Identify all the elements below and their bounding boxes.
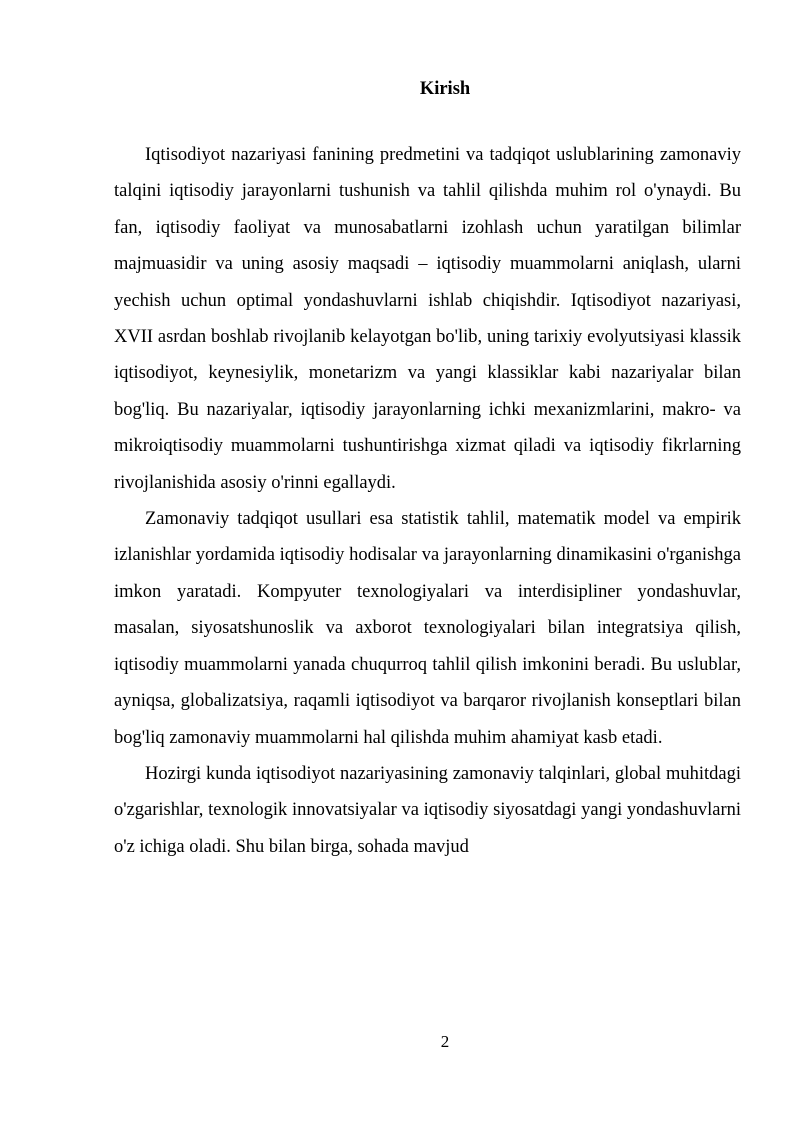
- paragraph-2: Zamonaviy tadqiqot usullari esa statistik tahlil, matematik model va empirik izlanishlar yordamida iqtisodiy hodisalar va jarayonlarning dinamikasini o'rganishga imkon yaratadi. Kompyuter texnologiyalari va interdisipliner yondashuvlar, masalan, siyosatshunoslik va axborot texnologiyalari bilan integratsiya qilish, iqtisodiy muammolarni yanada chuqurroq tahlil qilish imkonini beradi. Bu uslublar, ayniqsa, globalizatsiya, raqamli iqtisodiyot va barqaror rivojlanish konseptlari bilan bog'liq zamonaviy muammolarni hal qilishda muhim ahamiyat kasb etadi.: [114, 509, 741, 748]
- body-text: [114, 137, 741, 865]
- paragraph-1: Iqtisodiyot nazariyasi fanining predmetini va tadqiqot uslublarining zamonaviy talqini iqtisodiy jarayonlarni tushunish va tahlil qilishda muhim rol o'ynaydi. Bu fan, iqtisodiy faoliyat va munosabatlarni izohlash uchun yaratilgan bilimlar majmuasidir va uning asosiy maqsadi – iqtisodiy muammolarni aniqlash, ularni yechish uchun optimal yondashuvlarni ishlab chiqishdir. Iqtisodiyot nazariyasi, XVII asrdan boshlab rivojlanib kelayotgan bo'lib, uning tarixiy evolyutsiyasi klassik iqtisodiyot, keynesiylik, monetarizm va yangi klassiklar kabi nazariyalar bilan bog'liq. Bu nazariyalar, iqtisodiy jarayonlarning ichki mexanizmlarini, makro- va mikroiqtisodiy muammolarni tushuntirishga xizmat qiladi va iqtisodiy fikrlarning rivojlanishida asosiy o'rinni egallaydi.: [114, 145, 741, 493]
- page-number: 2: [440, 1032, 450, 1051]
- paragraph-3: Hozirgi kunda iqtisodiyot nazariyasining zamonaviy talqinlari, global muhitdagi o'zgarishlar, texnologik innovatsiyalar va iqtisodiy siyosatdagi yangi yondashuvlarni o'z ichiga oladi. Shu bilan birga, sohada mavjud: [114, 763, 741, 857]
- page-title: Kirish: [419, 79, 471, 99]
